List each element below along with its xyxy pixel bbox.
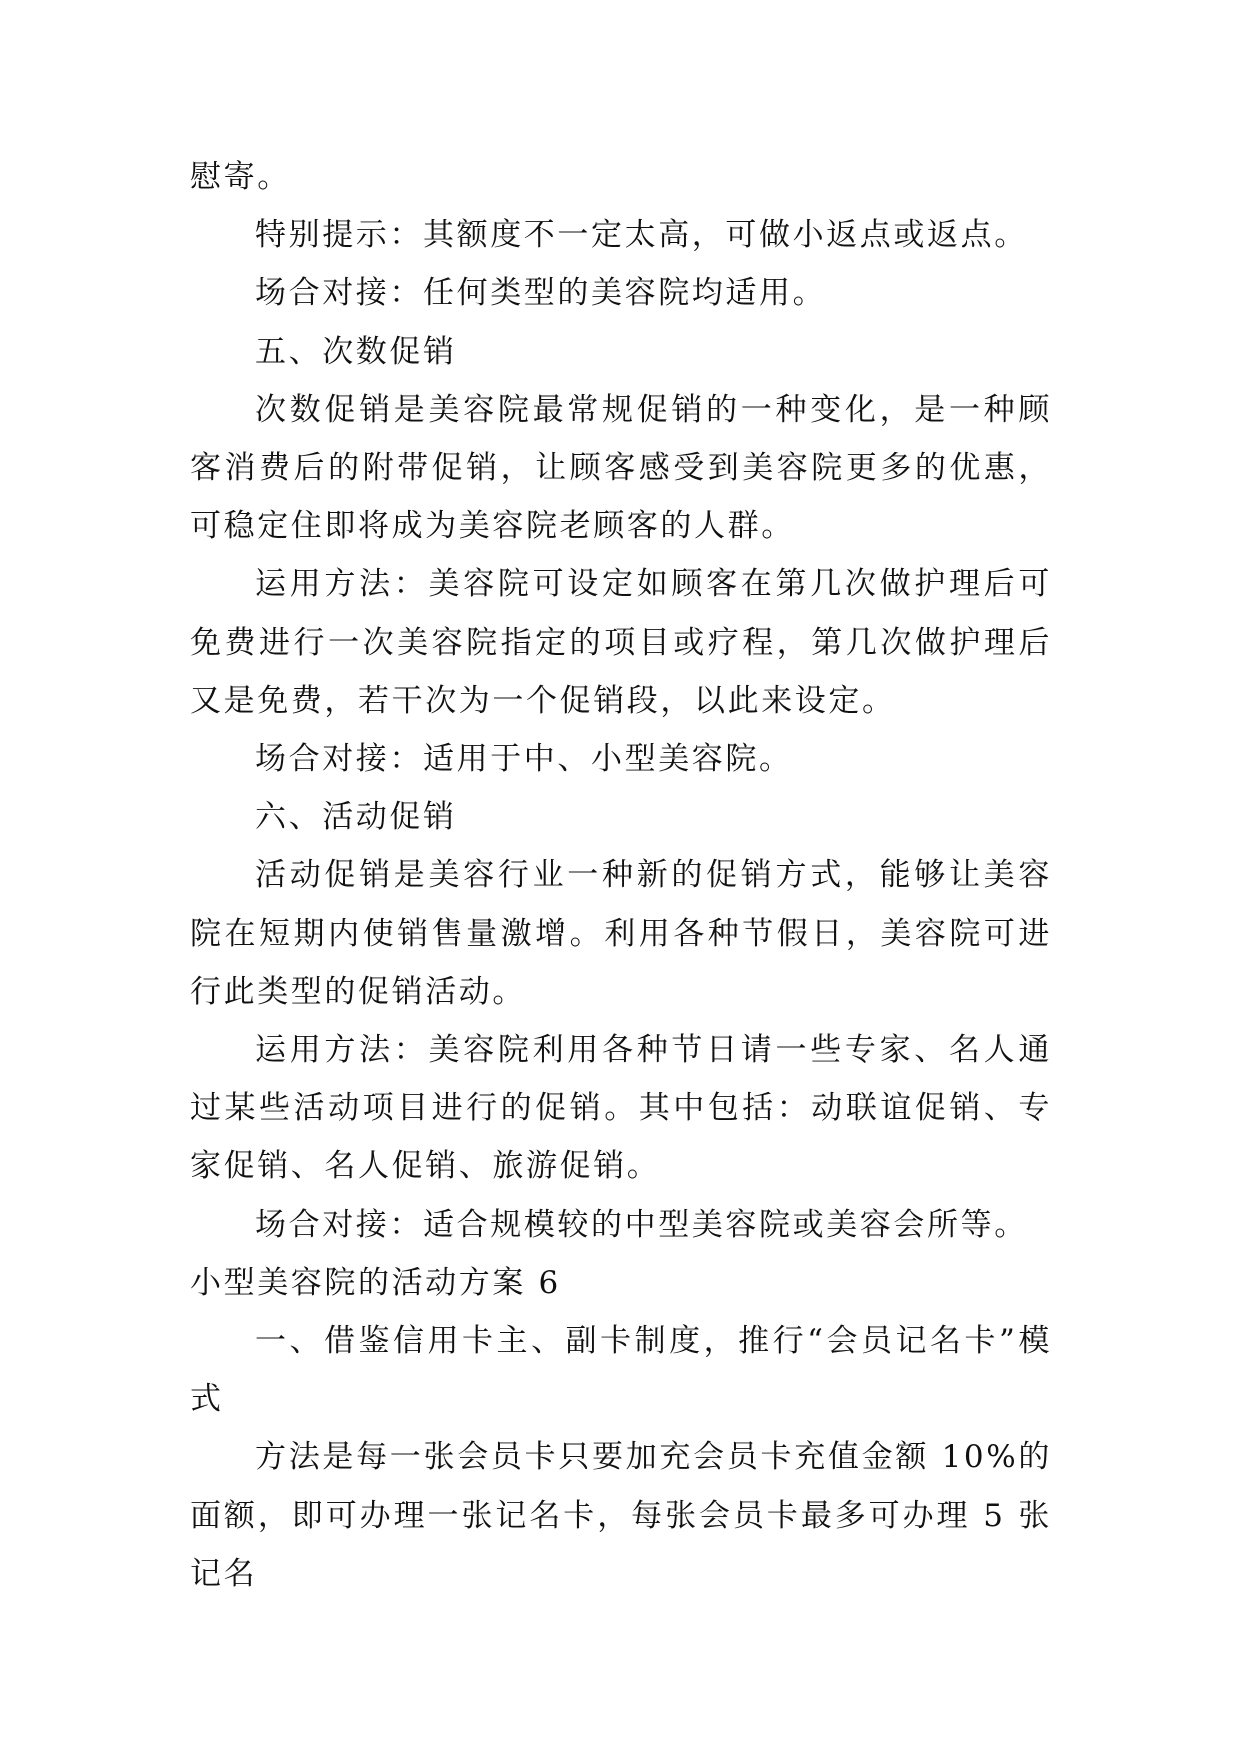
paragraph-visit-count-promo: 次数促销是美容院最常规促销的一种变化，是一种顾客消费后的附带促销，让顾客感受到美容院更多的优惠，可稳定住即将成为美容院老顾客的人群。 bbox=[190, 391, 1052, 545]
document-body bbox=[190, 148, 1052, 1603]
paragraph-usage-method-2: 运用方法：美容院利用各种节日请一些专家、名人通过某些活动项目进行的促销。其中包括：动联谊促销、专家促销、名人促销、旅游促销。 bbox=[190, 1032, 1052, 1185]
paragraph-usage-method-1: 运用方法：美容院可设定如顾客在第几次做护理后可免费进行一次美容院指定的项目或疗程，第几次做护理后又是免费，若干次为一个促销段，以此来设定。 bbox=[190, 566, 1052, 719]
paragraph-applicable-occasion-1: 场合对接：任何类型的美容院均适用。 bbox=[255, 275, 827, 312]
paragraph-applicable-occasion-2: 场合对接：适用于中、小型美容院。 bbox=[255, 741, 793, 778]
paragraph-special-tip: 特别提示：其额度不一定太高，可做小返点或返点。 bbox=[255, 217, 1028, 254]
plan-title: 小型美容院的活动方案 6 bbox=[190, 1264, 561, 1301]
paragraph-continuation: 慰寄。 bbox=[190, 159, 291, 195]
section-heading-5: 五、次数促销 bbox=[255, 333, 457, 370]
paragraph-applicable-occasion-3: 场合对接：适合规模较的中型美容院或美容会所等。 bbox=[255, 1206, 1028, 1243]
paragraph-member-card-method: 方法是每一张会员卡只要加充会员卡充值金额 10%的面额，即可办理一张记名卡，每张会员卡最多可办理 5 张记名 bbox=[190, 1439, 1052, 1592]
section-heading-6: 六、活动促销 bbox=[255, 799, 457, 836]
paragraph-event-promo: 活动促销是美容行业一种新的促销方式，能够让美容院在短期内使销售量激增。利用各种节假日，美容院可进行此类型的促销活动。 bbox=[190, 857, 1052, 1010]
section-heading-1: 一、借鉴信用卡主、副卡制度，推行“会员记名卡”模式 bbox=[190, 1323, 1052, 1418]
